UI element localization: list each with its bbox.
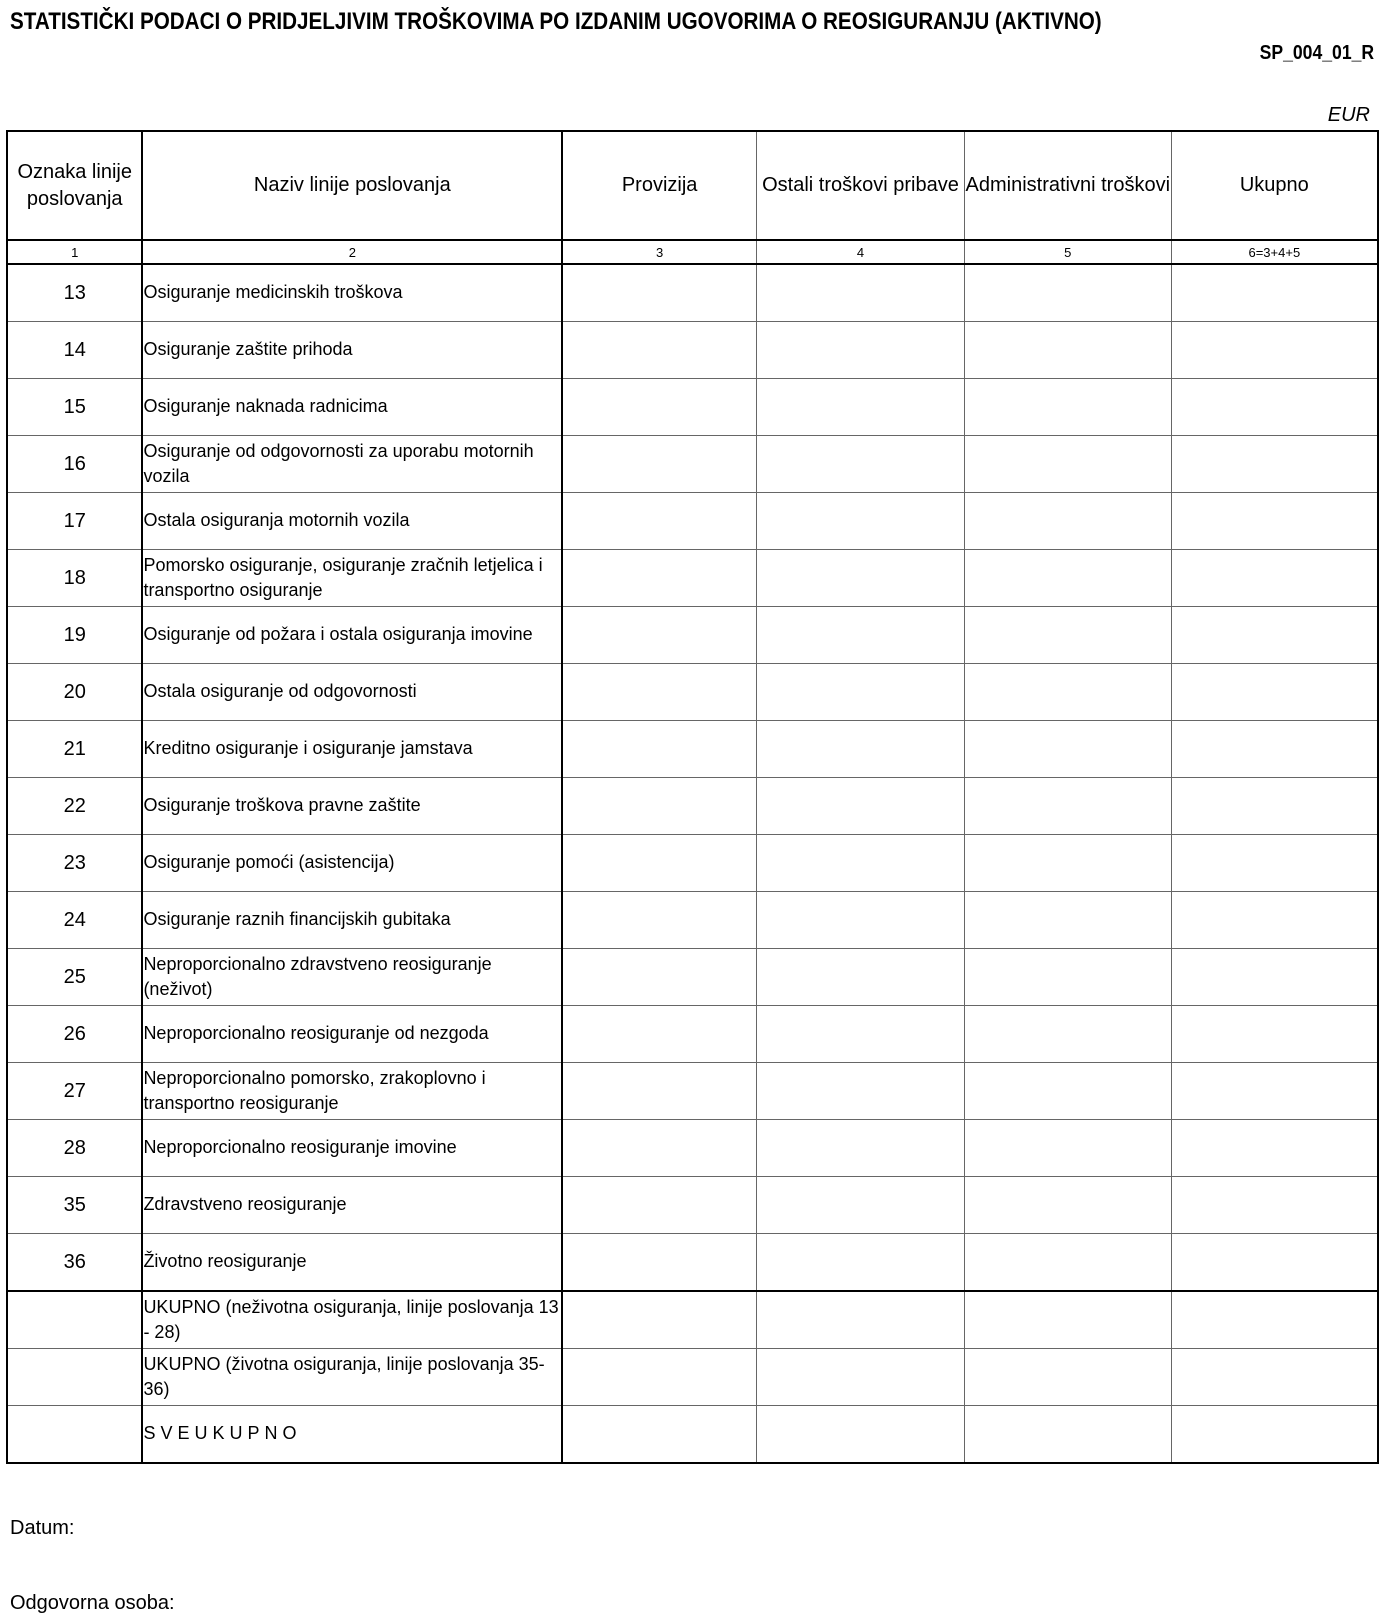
total-cell[interactable] [1171, 436, 1378, 493]
line-name: Osiguranje medicinskih troškova [142, 264, 562, 322]
commission-cell[interactable] [562, 1177, 756, 1234]
total-cell[interactable] [1171, 493, 1378, 550]
total-row [7, 1406, 1378, 1464]
column-number: 1 [7, 240, 142, 264]
currency-label: EUR [1327, 104, 1370, 126]
other-acquisition-cost-cell[interactable] [757, 1349, 965, 1406]
other-acquisition-cost-cell[interactable] [757, 949, 965, 1006]
line-code: 19 [7, 607, 142, 664]
column-number-row [7, 240, 1378, 264]
administrative-cost-cell[interactable] [964, 1234, 1171, 1292]
commission-cell[interactable] [562, 1006, 756, 1063]
administrative-cost-cell[interactable] [964, 493, 1171, 550]
line-code: 14 [7, 322, 142, 379]
table-row [7, 835, 1378, 892]
page-title: STATISTIČKI PODACI O PRIDJELJIVIM TROŠKOVIMA PO IZDANIM UGOVORIMA O REOSIGURANJU (AKTIVNO) [10, 8, 1102, 35]
line-code: 36 [7, 1234, 142, 1292]
table-row [7, 949, 1378, 1006]
line-code: 23 [7, 835, 142, 892]
administrative-cost-cell[interactable] [964, 892, 1171, 949]
table-row [7, 1234, 1378, 1292]
administrative-cost-cell[interactable] [964, 1006, 1171, 1063]
administrative-cost-cell[interactable] [964, 835, 1171, 892]
table-row [7, 664, 1378, 721]
administrative-cost-cell[interactable] [964, 1063, 1171, 1120]
commission-cell[interactable] [562, 1291, 756, 1349]
line-name: SVEUKUPNO [142, 1406, 562, 1464]
administrative-cost-cell[interactable] [964, 436, 1171, 493]
total-cell[interactable] [1171, 1063, 1378, 1120]
total-cell[interactable] [1171, 949, 1378, 1006]
commission-cell[interactable] [562, 892, 756, 949]
other-acquisition-cost-cell[interactable] [757, 379, 965, 436]
commission-cell[interactable] [562, 949, 756, 1006]
commission-cell[interactable] [562, 436, 756, 493]
other-acquisition-cost-cell[interactable] [757, 778, 965, 835]
total-cell[interactable] [1171, 835, 1378, 892]
line-code [7, 1349, 142, 1406]
line-name: Neproporcionalno pomorsko, zrakoplovno i transportno reosiguranje [142, 1063, 562, 1120]
total-cell[interactable] [1171, 892, 1378, 949]
table-row [7, 607, 1378, 664]
other-acquisition-cost-cell[interactable] [757, 1291, 965, 1349]
total-cell[interactable] [1171, 1006, 1378, 1063]
column-number: 2 [142, 240, 562, 264]
table-row [7, 493, 1378, 550]
commission-cell[interactable] [562, 607, 756, 664]
other-acquisition-cost-cell[interactable] [757, 550, 965, 607]
other-acquisition-cost-cell[interactable] [757, 436, 965, 493]
line-name: Osiguranje od požara i ostala osiguranja imovine [142, 607, 562, 664]
line-name: Osiguranje naknada radnicima [142, 379, 562, 436]
other-acquisition-cost-cell[interactable] [757, 835, 965, 892]
other-acquisition-cost-cell[interactable] [757, 607, 965, 664]
line-name: Ostala osiguranje od odgovornosti [142, 664, 562, 721]
line-code [7, 1406, 142, 1464]
table-header-row [7, 131, 1378, 240]
column-header: Ukupno [1171, 131, 1378, 240]
table-row [7, 1177, 1378, 1234]
line-name: Neproporcionalno reosiguranje od nezgoda [142, 1006, 562, 1063]
total-row [7, 1349, 1378, 1406]
date-label: Datum: [10, 1517, 75, 1539]
line-name: Osiguranje raznih financijskih gubitaka [142, 892, 562, 949]
administrative-cost-cell[interactable] [964, 1406, 1171, 1464]
other-acquisition-cost-cell[interactable] [757, 264, 965, 322]
line-name: Ostala osiguranja motornih vozila [142, 493, 562, 550]
administrative-cost-cell[interactable] [964, 1291, 1171, 1349]
column-number: 6=3+4+5 [1171, 240, 1378, 264]
total-cell[interactable] [1171, 778, 1378, 835]
administrative-cost-cell[interactable] [964, 778, 1171, 835]
line-name: Osiguranje pomoći (asistencija) [142, 835, 562, 892]
column-number: 5 [964, 240, 1171, 264]
line-code: 35 [7, 1177, 142, 1234]
administrative-cost-cell[interactable] [964, 607, 1171, 664]
column-header: Provizija [562, 131, 756, 240]
line-name: Zdravstveno reosiguranje [142, 1177, 562, 1234]
total-cell[interactable] [1171, 379, 1378, 436]
table-row [7, 778, 1378, 835]
line-name: UKUPNO (neživotna osiguranja, linije poslovanja 13 - 28) [142, 1291, 562, 1349]
line-code: 18 [7, 550, 142, 607]
other-acquisition-cost-cell[interactable] [757, 664, 965, 721]
administrative-cost-cell[interactable] [964, 1349, 1171, 1406]
other-acquisition-cost-cell[interactable] [757, 892, 965, 949]
table-row [7, 1120, 1378, 1177]
commission-cell[interactable] [562, 778, 756, 835]
other-acquisition-cost-cell[interactable] [757, 1406, 965, 1464]
commission-cell[interactable] [562, 1120, 756, 1177]
commission-cell[interactable] [562, 1063, 756, 1120]
line-code: 27 [7, 1063, 142, 1120]
total-cell[interactable] [1171, 322, 1378, 379]
commission-cell[interactable] [562, 550, 756, 607]
form-code: SP_004_01_R [1259, 42, 1374, 64]
other-acquisition-cost-cell[interactable] [757, 322, 965, 379]
administrative-cost-cell[interactable] [964, 379, 1171, 436]
table-row [7, 721, 1378, 778]
column-header: Administrativni troškovi [964, 131, 1171, 240]
other-acquisition-cost-cell[interactable] [757, 1006, 965, 1063]
line-name: Životno reosiguranje [142, 1234, 562, 1292]
line-code: 25 [7, 949, 142, 1006]
responsible-person-label: Odgovorna osoba: [10, 1592, 175, 1614]
line-code: 15 [7, 379, 142, 436]
line-code: 20 [7, 664, 142, 721]
commission-cell[interactable] [562, 1234, 756, 1292]
line-code: 16 [7, 436, 142, 493]
line-name: UKUPNO (životna osiguranja, linije poslovanja 35-36) [142, 1349, 562, 1406]
total-cell[interactable] [1171, 550, 1378, 607]
line-code: 17 [7, 493, 142, 550]
line-code: 28 [7, 1120, 142, 1177]
total-cell[interactable] [1171, 664, 1378, 721]
line-code [7, 1291, 142, 1349]
other-acquisition-cost-cell[interactable] [757, 1063, 965, 1120]
line-code: 13 [7, 264, 142, 322]
column-number: 4 [757, 240, 965, 264]
other-acquisition-cost-cell[interactable] [757, 1177, 965, 1234]
commission-cell[interactable] [562, 664, 756, 721]
total-cell[interactable] [1171, 1120, 1378, 1177]
line-name: Osiguranje troškova pravne zaštite [142, 778, 562, 835]
commission-cell[interactable] [562, 322, 756, 379]
total-cell[interactable] [1171, 607, 1378, 664]
line-name: Osiguranje od odgovornosti za uporabu motornih vozila [142, 436, 562, 493]
other-acquisition-cost-cell[interactable] [757, 721, 965, 778]
line-name: Neproporcionalno zdravstveno reosiguranje (neživot) [142, 949, 562, 1006]
line-code: 24 [7, 892, 142, 949]
table-row [7, 264, 1378, 322]
total-row [7, 1291, 1378, 1349]
commission-cell[interactable] [562, 264, 756, 322]
line-code: 21 [7, 721, 142, 778]
cost-table [6, 130, 1379, 1464]
administrative-cost-cell[interactable] [964, 550, 1171, 607]
table-row [7, 550, 1378, 607]
commission-cell[interactable] [562, 835, 756, 892]
column-number: 3 [562, 240, 756, 264]
total-cell[interactable] [1171, 264, 1378, 322]
column-header: Naziv linije poslovanja [142, 131, 562, 240]
line-code: 26 [7, 1006, 142, 1063]
administrative-cost-cell[interactable] [964, 264, 1171, 322]
table-row [7, 892, 1378, 949]
line-code: 22 [7, 778, 142, 835]
line-name: Kreditno osiguranje i osiguranje jamstava [142, 721, 562, 778]
administrative-cost-cell[interactable] [964, 1177, 1171, 1234]
commission-cell[interactable] [562, 1349, 756, 1406]
table-row [7, 1063, 1378, 1120]
line-name: Pomorsko osiguranje, osiguranje zračnih letjelica i transportno osiguranje [142, 550, 562, 607]
other-acquisition-cost-cell[interactable] [757, 1120, 965, 1177]
table-row [7, 379, 1378, 436]
total-cell[interactable] [1171, 1406, 1378, 1464]
commission-cell[interactable] [562, 493, 756, 550]
table-row [7, 436, 1378, 493]
administrative-cost-cell[interactable] [964, 1120, 1171, 1177]
administrative-cost-cell[interactable] [964, 664, 1171, 721]
column-header: Oznaka linije poslovanja [7, 131, 142, 240]
total-cell[interactable] [1171, 1291, 1378, 1349]
column-header: Ostali troškovi pribave [757, 131, 965, 240]
administrative-cost-cell[interactable] [964, 949, 1171, 1006]
commission-cell[interactable] [562, 1406, 756, 1464]
commission-cell[interactable] [562, 379, 756, 436]
total-cell[interactable] [1171, 721, 1378, 778]
table-row [7, 1006, 1378, 1063]
other-acquisition-cost-cell[interactable] [757, 493, 965, 550]
administrative-cost-cell[interactable] [964, 721, 1171, 778]
total-cell[interactable] [1171, 1177, 1378, 1234]
line-name: Neproporcionalno reosiguranje imovine [142, 1120, 562, 1177]
commission-cell[interactable] [562, 721, 756, 778]
administrative-cost-cell[interactable] [964, 322, 1171, 379]
total-cell[interactable] [1171, 1234, 1378, 1292]
table-row [7, 322, 1378, 379]
other-acquisition-cost-cell[interactable] [757, 1234, 965, 1292]
line-name: Osiguranje zaštite prihoda [142, 322, 562, 379]
total-cell[interactable] [1171, 1349, 1378, 1406]
